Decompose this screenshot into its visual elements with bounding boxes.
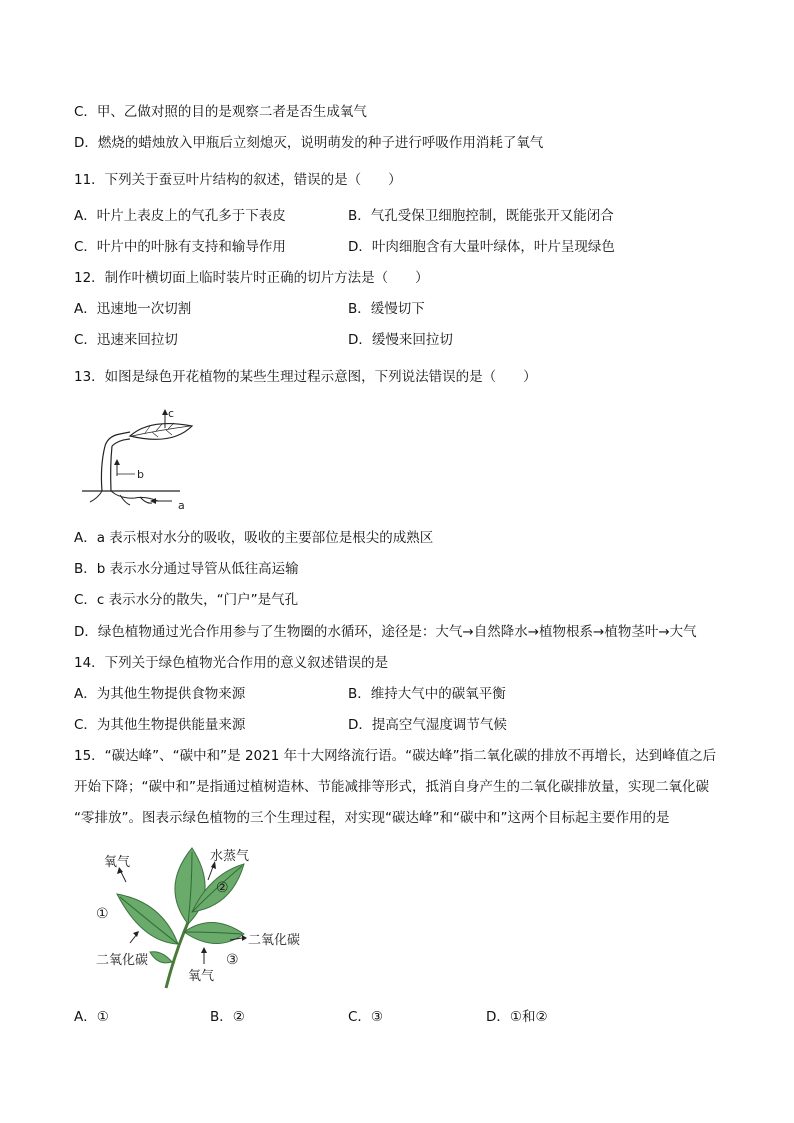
q12-option-b: B．缓慢切下 — [348, 301, 425, 317]
q10-option-d: D．燃烧的蜡烛放入甲瓶后立刻熄灭，说明萌发的种子进行呼吸作用消耗了氧气 — [74, 135, 544, 151]
q14-option-d: D．提高空气湿度调节气候 — [348, 717, 507, 733]
q13-label-c: c — [168, 407, 175, 420]
q15-option-c: C．③ — [348, 1009, 384, 1025]
q13-label-a: a — [178, 499, 185, 512]
q11-option-c: C．叶片中的叶脉有支持和输导作用 — [74, 239, 286, 255]
q15-option-b: B．② — [210, 1009, 245, 1025]
q13-option-d: D．绿色植物通过光合作用参与了生物圈的水循环，途径是：大气→自然降水→植物根系→植物茎叶→大气 — [74, 624, 697, 640]
q10-option-c: C．甲、乙做对照的目的是观察二者是否生成氧气 — [74, 104, 367, 120]
q15-label-co2-left: 二氧化碳 — [96, 953, 149, 968]
q11-option-d: D．叶肉细胞含有大量叶绿体，叶片呈现绿色 — [348, 239, 615, 255]
q15-label-vapor: 水蒸气 — [210, 849, 250, 864]
q15-option-d: D．①和② — [486, 1009, 548, 1025]
q13-option-c: C．c 表示水分的散失，“门户”是气孔 — [74, 592, 299, 608]
q15-option-a: A．① — [74, 1009, 109, 1025]
q15-label-n1: ① — [96, 906, 109, 922]
q11-option-b: B．气孔受保卫细胞控制，既能张开又能闭合 — [348, 208, 614, 224]
q14-option-b: B．维持大气中的碳氧平衡 — [348, 686, 506, 702]
q12-option-d: D．缓慢来回拉切 — [348, 332, 453, 348]
q13-leaf-shape — [130, 424, 192, 440]
q15-label-n3: ③ — [226, 952, 239, 968]
q15-leaf-diagram — [92, 842, 322, 1002]
q15-stem-line1: 15．“碳达峰”、“碳中和”是 2021 年十大网络流行语。“碳达峰”指二氧化碳的排放不再增长，达到峰值之后 — [74, 748, 717, 764]
q12-option-c: C．迅速来回拉切 — [74, 332, 178, 348]
q15-label-co2-right: 二氧化碳 — [248, 933, 301, 948]
q13-plant-diagram — [80, 406, 200, 516]
q12-stem: 12．制作叶横切面上临时装片时正确的切片方法是（ ） — [74, 270, 429, 286]
q11-option-a: A．叶片上表皮上的气孔多于下表皮 — [74, 208, 286, 224]
q14-option-a: A．为其他生物提供食物来源 — [74, 686, 246, 702]
q13-option-b: B．b 表示水分通过导管从低往高运输 — [74, 561, 299, 577]
q15-label-oxygen-top: 氧气 — [104, 855, 131, 870]
q15-stem-line2: 开始下降；“碳中和”是指通过植树造林、节能减排等形式，抵消自身产生的二氧化碳排放量，实现二氧化碳 — [74, 779, 709, 795]
q15-label-n2: ② — [216, 880, 229, 896]
q15-stem-line3: “零排放”。图表示绿色植物的三个生理过程，对实现“碳达峰”和“碳中和”这两个目标起主要作用的是 — [74, 810, 670, 826]
q13-label-b: b — [137, 468, 144, 481]
q14-option-c: C．为其他生物提供能量来源 — [74, 717, 246, 733]
q13-stem: 13．如图是绿色开花植物的某些生理过程示意图，下列说法错误的是（ ） — [74, 369, 537, 385]
q14-stem: 14．下列关于绿色植物光合作用的意义叙述错误的是 — [74, 655, 389, 671]
q11-stem: 11．下列关于蚕豆叶片结构的叙述，错误的是（ ） — [74, 172, 402, 188]
q13-option-a: A．a 表示根对水分的吸收，吸收的主要部位是根尖的成熟区 — [74, 530, 434, 546]
q15-label-oxygen-bottom: 氧气 — [188, 969, 215, 984]
q12-option-a: A．迅速地一次切割 — [74, 301, 192, 317]
